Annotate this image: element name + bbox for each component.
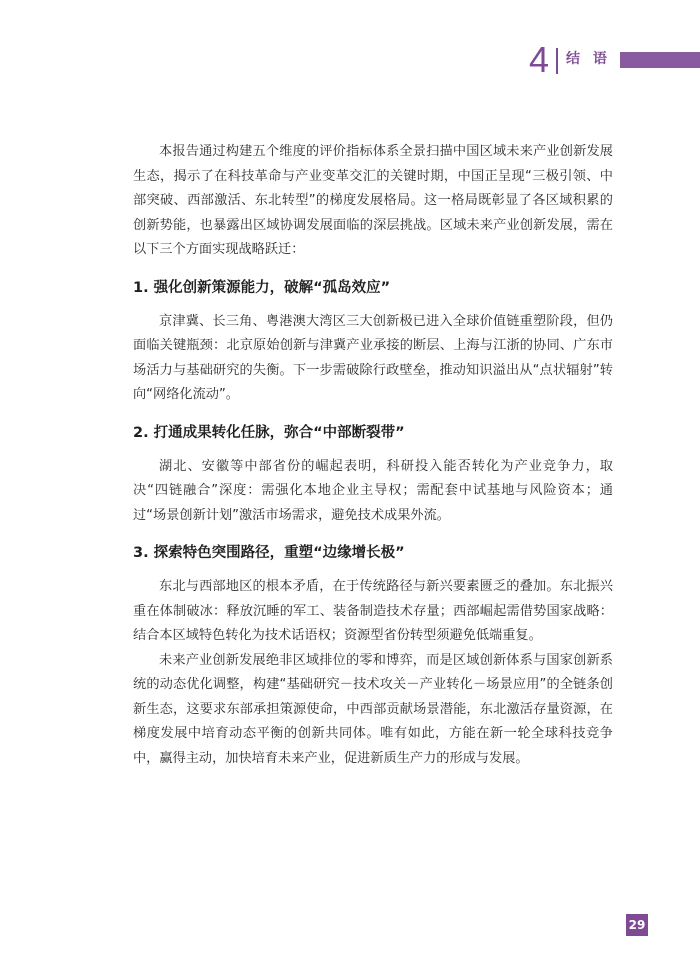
section-heading-2: 2. 打通成果转化任脉，弥合“中部断裂带”: [133, 424, 405, 441]
conclusion-paragraph: 未来产业创新发展绝非区域排位的零和博弈，而是区域创新体系与国家创新系统的动态优化调整，构建“基础研究－技术攻关－产业转化－场景应用”的全链条创新生态，这要求东部承担策源使命，中西部贡献场景潜能，东北激活存量资源，在梯度发展中培育动态平衡的创新共同体。唯有如此，方能在新一轮全球科技竞争中，赢得主动，加快培育未来产业，促进新质生产力的形成与发展。: [133, 652, 613, 766]
chapter-title: 结 语: [566, 51, 611, 67]
section-3-paragraph: 东北与西部地区的根本矛盾，在于传统路径与新兴要素匮乏的叠加。东北振兴重在体制破冰：释放沉睡的军工、装备制造技术存量；西部崛起需借势国家战略：结合本区域特色转化为技术话语权；资源型省份转型须避免低端重复。: [133, 579, 613, 643]
section-heading-1: 1. 强化创新策源能力，破解“孤岛效应”: [133, 279, 391, 296]
chapter-divider: [556, 48, 558, 74]
page-number: 29: [626, 914, 648, 936]
chapter-number: 4: [529, 39, 550, 80]
chapter-header: [0, 40, 700, 80]
section-heading-3: 3. 探索特色突围路径，重塑“边缘增长极”: [133, 545, 405, 561]
section-1-paragraph: 京津冀、长三角、粤港澳大湾区三大创新极已进入全球价值链重塑阶段，但仍面临关键瓶颈：北京原始创新与津冀产业承接的断层、上海与江浙的协同、广东市场活力与基础研究的失衡。下一步需破除行政壁垒，推动知识溢出从“点状辐射”转向“网络化流动”。: [133, 313, 613, 402]
chapter-accent-band: [620, 52, 700, 68]
intro-paragraph: 本报告通过构建五个维度的评价指标体系全景扫描中国区域未来产业创新发展生态，揭示了在科技革命与产业变革交汇的关键时期，中国正呈现“三极引领、中部突破、西部激活、东北转型”的梯度发展格局。这一格局既彰显了各区域积累的创新势能，也暴露出区域协调发展面临的深层挑战。区域未来产业创新发展，需在以下三个方面实现战略跃迁：: [133, 144, 613, 257]
section-2-paragraph: 湖北、安徽等中部省份的崛起表明，科研投入能否转化为产业竞争力，取决“四链融合”深度：需强化本地企业主导权；需配套中试基地与风险资本；通过“场景创新计划”激活市场需求，避免技术成果外流。: [133, 458, 613, 523]
page-body: [133, 140, 613, 771]
